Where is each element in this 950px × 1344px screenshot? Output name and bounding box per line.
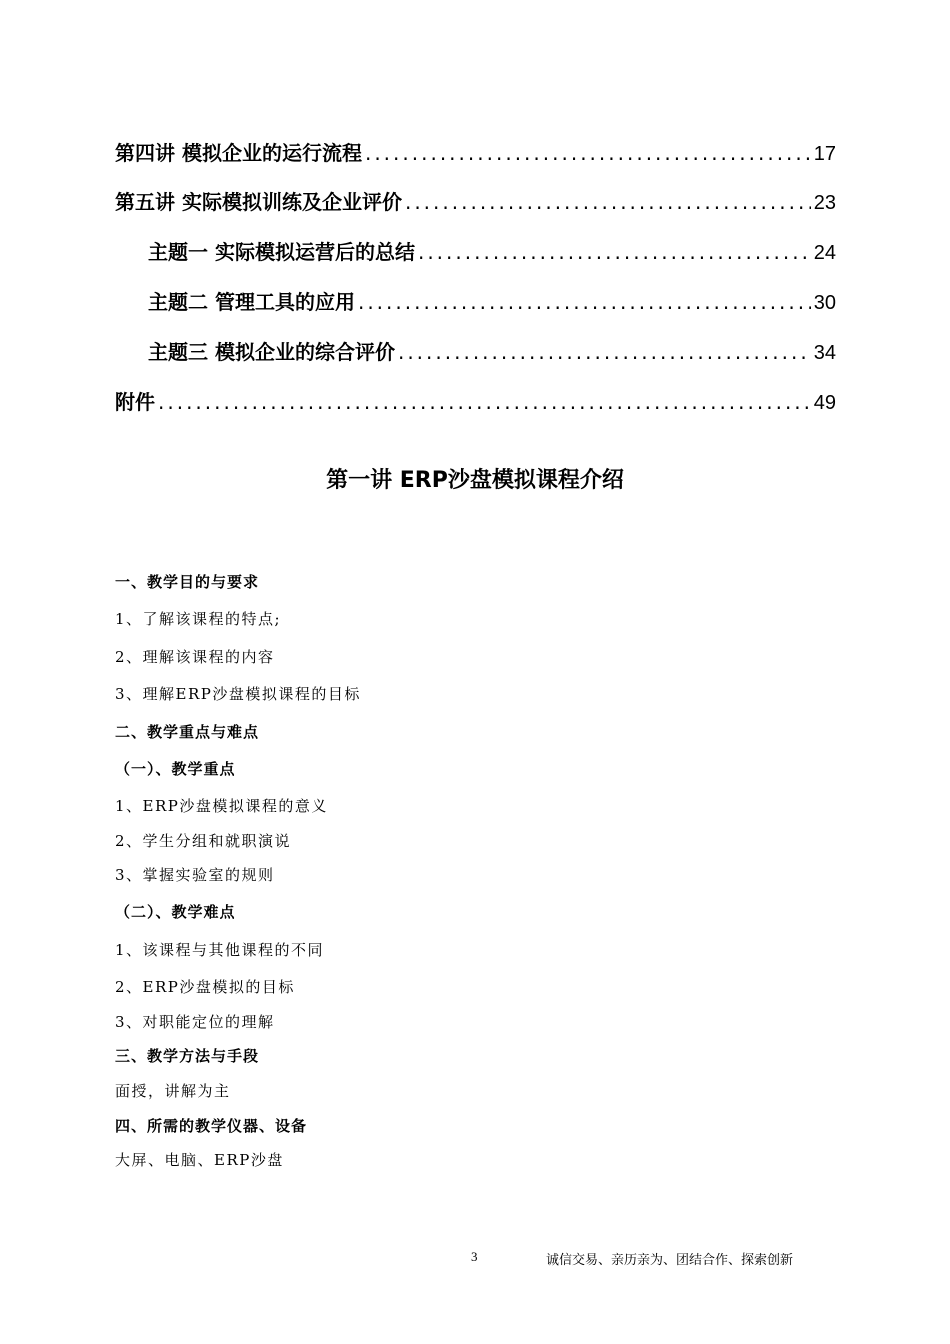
toc-title: 第五讲 实际模拟训练及企业评价 xyxy=(115,190,402,214)
toc-page-number: 34 xyxy=(813,342,836,364)
toc-entry-lecture-5 xyxy=(115,186,836,216)
section-heading: 一、教学目的与要求 xyxy=(115,573,260,591)
list-item: 1、了解该课程的特点; xyxy=(115,610,282,628)
toc-title: 主题一 实际模拟运营后的总结 xyxy=(148,240,415,264)
list-item: 2、学生分组和就职演说 xyxy=(115,832,292,850)
toc-page-number: 24 xyxy=(813,242,836,264)
list-item: 1、该课程与其他课程的不同 xyxy=(115,941,325,959)
toc-entry-topic-1 xyxy=(148,236,836,266)
toc-leader-dots xyxy=(158,390,811,414)
toc-title: 附件 xyxy=(115,390,155,414)
section-heading: 二、教学重点与难点 xyxy=(115,723,260,741)
toc-page-number: 49 xyxy=(813,392,836,414)
toc-entry-topic-3 xyxy=(148,336,836,366)
lecture-title: 第一讲 ERP沙盘模拟课程介绍 xyxy=(326,468,624,493)
toc-entry-lecture-4 xyxy=(115,137,836,167)
footer-page-number: 3 xyxy=(471,1249,478,1264)
toc-page-number: 17 xyxy=(813,143,836,165)
list-item: 3、掌握实验室的规则 xyxy=(115,866,275,884)
subsection-heading: （二）、教学难点 xyxy=(115,903,236,921)
footer-motto: 诚信交易、亲历亲为、团结合作、探索创新 xyxy=(546,1253,794,1268)
list-item: 3、理解ERP沙盘模拟课程的目标 xyxy=(115,685,361,703)
list-item: 2、ERP沙盘模拟的目标 xyxy=(115,978,295,996)
list-item: 2、理解该课程的内容 xyxy=(115,648,275,666)
toc-leader-dots xyxy=(418,240,811,264)
toc-entry-topic-2 xyxy=(148,286,836,316)
toc-leader-dots xyxy=(405,190,811,214)
toc-entry-appendix xyxy=(115,386,836,416)
toc-leader-dots xyxy=(365,141,811,165)
section-heading: 三、教学方法与手段 xyxy=(115,1047,260,1065)
toc-leader-dots xyxy=(358,290,811,314)
toc-title: 主题三 模拟企业的综合评价 xyxy=(148,340,395,364)
paragraph: 面授，讲解为主 xyxy=(115,1082,231,1100)
toc-page-number: 23 xyxy=(813,192,836,214)
list-item: 1、ERP沙盘模拟课程的意义 xyxy=(115,797,328,815)
toc-page-number: 30 xyxy=(813,292,836,314)
toc-leader-dots xyxy=(398,340,811,364)
paragraph: 大屏、电脑、ERP沙盘 xyxy=(115,1151,284,1169)
subsection-heading: （一）、教学重点 xyxy=(115,760,236,778)
list-item: 3、对职能定位的理解 xyxy=(115,1013,275,1031)
toc-title: 第四讲 模拟企业的运行流程 xyxy=(115,141,362,165)
toc-title: 主题二 管理工具的应用 xyxy=(148,290,355,314)
section-heading: 四、所需的教学仪器、设备 xyxy=(115,1117,308,1135)
